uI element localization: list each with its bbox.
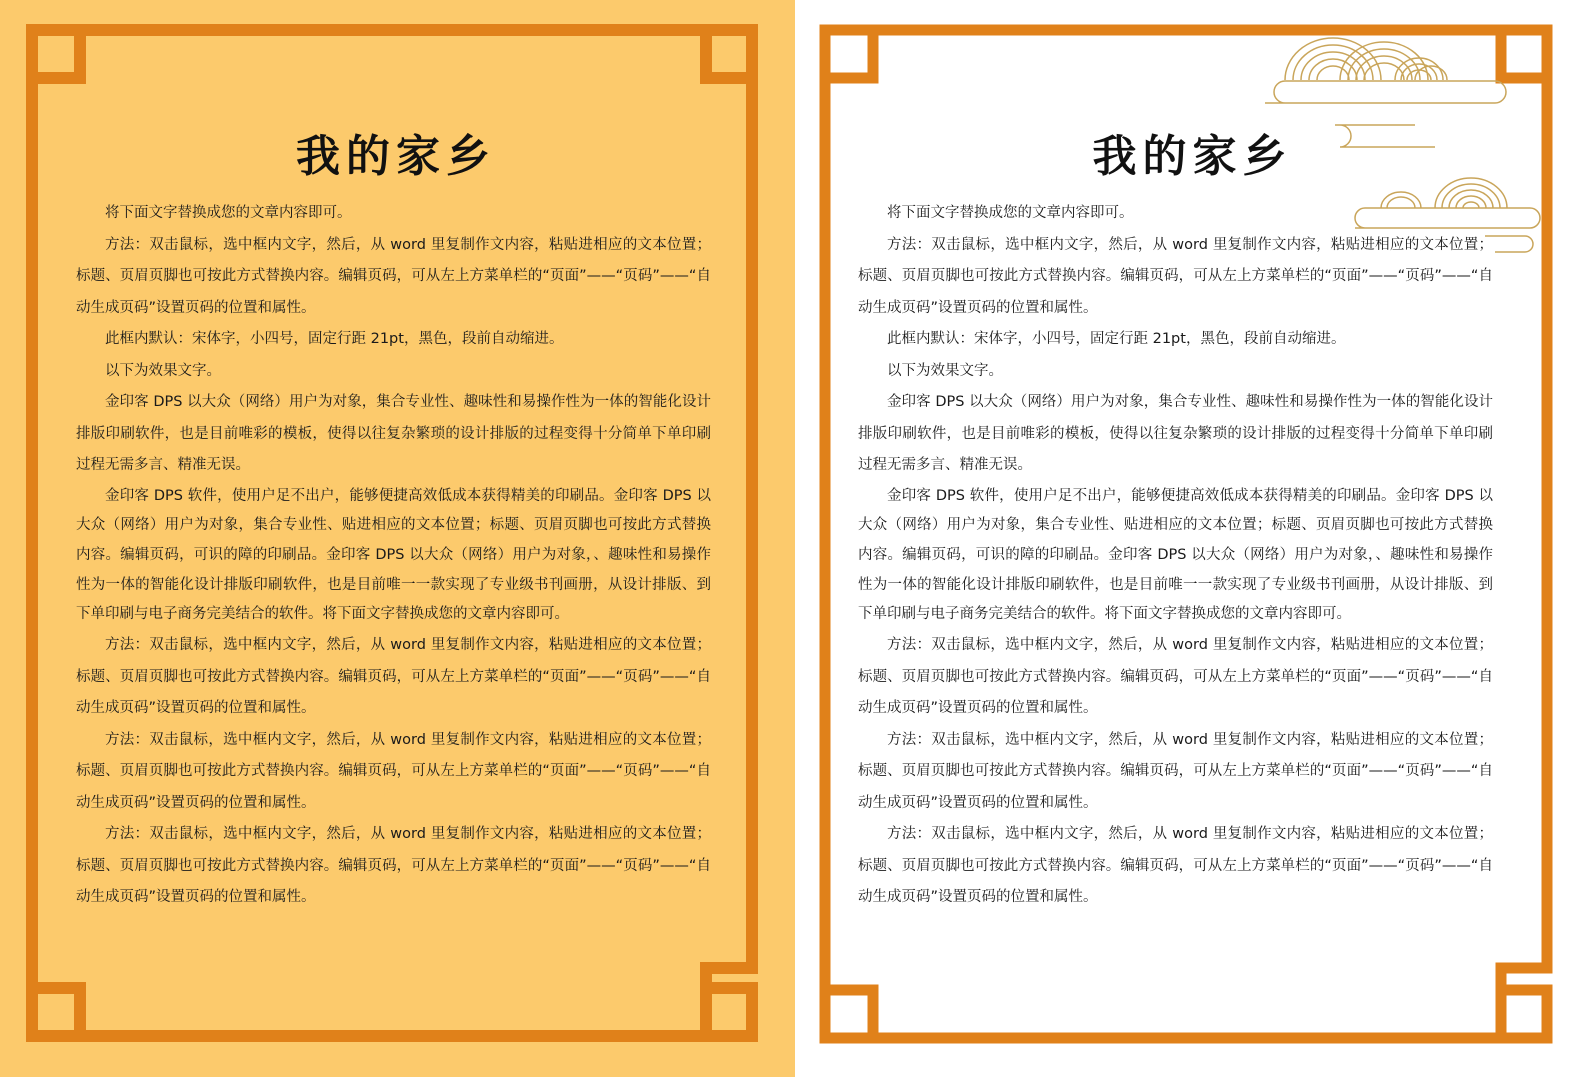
paragraph: 方法：双击鼠标，选中框内文字，然后，从 word 里复制作文内容，粘贴进相应的文本位置；标题、页眉页脚也可按此方式替换内容。编辑页码，可从左上方菜单栏的“页面”——“页码”——“自动生成页码”设置页码的位置和属性。	[858, 826, 1493, 906]
paragraph: 金印客 DPS 以大众（网络）用户为对象，集合专业性、趣味性和易操作性为一体的智能化设计排版印刷软件，也是目前唯彩的模板，使得以往复杂繁琐的设计排版的过程变得十分简单下单印刷过程无需多言、精准无误。	[858, 394, 1493, 473]
paragraph: 方法：双击鼠标，选中框内文字，然后，从 word 里复制作文内容，粘贴进相应的文本位置；标题、页眉页脚也可按此方式替换内容。编辑页码，可从左上方菜单栏的“页面”——“页码”——“自动生成页码”设置页码的位置和属性。	[76, 826, 711, 906]
paragraph: 将下面文字替换成您的文章内容即可。	[105, 205, 352, 221]
paragraph: 此框内默认：宋体字，小四号，固定行距 21pt，黑色，段前自动缩进。	[105, 331, 564, 347]
paragraph: 以下为效果文字。	[887, 362, 1003, 379]
paragraph: 金印客 DPS 软件，使用户足不出户，能够便捷高效低成本获得精美的印刷品。金印客 DPS 以大众（网络）用户为对象，集合专业性、贴进相应的文本位置；标题、页眉页脚也可按此方式替换内容。编辑页码，可识的障的印刷品。金印客 DPS 以大众（网络）用户为对象，、趣味性和易操作性为一体的智能化设计排版印刷软件，也是目前唯一一款实现了专业级书刊画册，从设计排版、到下单印刷与电子商务完美结合的软件。将下面文字替换成您的文章内容即可。	[76, 487, 711, 623]
paragraph: 方法：双击鼠标，选中框内文字，然后，从 word 里复制作文内容，粘贴进相应的文本位置；标题、页眉页脚也可按此方式替换内容。编辑页码，可从左上方菜单栏的“页面”——“页码”——“自动生成页码”设置页码的位置和属性。	[76, 731, 711, 811]
paragraph: 金印客 DPS 软件，使用户足不出户，能够便捷高效低成本获得精美的印刷品。金印客 DPS 以大众（网络）用户为对象，集合专业性、贴进相应的文本位置；标题、页眉页脚也可按此方式替换内容。编辑页码，可识的障的印刷品。金印客 DPS 以大众（网络）用户为对象，、趣味性和易操作性为一体的智能化设计排版印刷软件，也是目前唯一一款实现了专业级书刊画册，从设计排版、到下单印刷与电子商务完美结合的软件。将下面文字替换成您的文章内容即可。	[858, 487, 1493, 623]
paragraph: 以下为效果文字。	[105, 362, 221, 379]
paragraph: 将下面文字替换成您的文章内容即可。	[887, 205, 1134, 221]
paragraph: 金印客 DPS 以大众（网络）用户为对象，集合专业性、趣味性和易操作性为一体的智能化设计排版印刷软件，也是目前唯彩的模板，使得以往复杂繁琐的设计排版的过程变得十分简单下单印刷过程无需多言、精准无误。	[76, 394, 711, 473]
page-title: 我的家乡	[1092, 131, 1293, 182]
page-title: 我的家乡	[296, 131, 496, 182]
article-body	[858, 198, 1493, 914]
paragraph: 此框内默认：宋体字，小四号，固定行距 21pt，黑色，段前自动缩进。	[887, 331, 1346, 347]
paragraph: 方法：双击鼠标，选中框内文字，然后，从 word 里复制作文内容，粘贴进相应的文本位置；标题、页眉页脚也可按此方式替换内容。编辑页码，可从左上方菜单栏的“页面”——“页码”——“自动生成页码”设置页码的位置和属性。	[76, 236, 711, 316]
article-body	[76, 198, 711, 914]
paragraph: 方法：双击鼠标，选中框内文字，然后，从 word 里复制作文内容，粘贴进相应的文本位置；标题、页眉页脚也可按此方式替换内容。编辑页码，可从左上方菜单栏的“页面”——“页码”——“自动生成页码”设置页码的位置和属性。	[858, 731, 1493, 811]
page-right	[795, 0, 1588, 1077]
cloud-arc-group	[1285, 38, 1447, 80]
paragraph: 方法：双击鼠标，选中框内文字，然后，从 word 里复制作文内容，粘贴进相应的文本位置；标题、页眉页脚也可按此方式替换内容。编辑页码，可从左上方菜单栏的“页面”——“页码”——“自动生成页码”设置页码的位置和属性。	[858, 637, 1493, 717]
paragraph: 方法：双击鼠标，选中框内文字，然后，从 word 里复制作文内容，粘贴进相应的文本位置；标题、页眉页脚也可按此方式替换内容。编辑页码，可从左上方菜单栏的“页面”——“页码”——“自动生成页码”设置页码的位置和属性。	[76, 637, 711, 717]
paragraph: 方法：双击鼠标，选中框内文字，然后，从 word 里复制作文内容，粘贴进相应的文本位置；标题、页眉页脚也可按此方式替换内容。编辑页码，可从左上方菜单栏的“页面”——“页码”——“自动生成页码”设置页码的位置和属性。	[858, 236, 1493, 316]
